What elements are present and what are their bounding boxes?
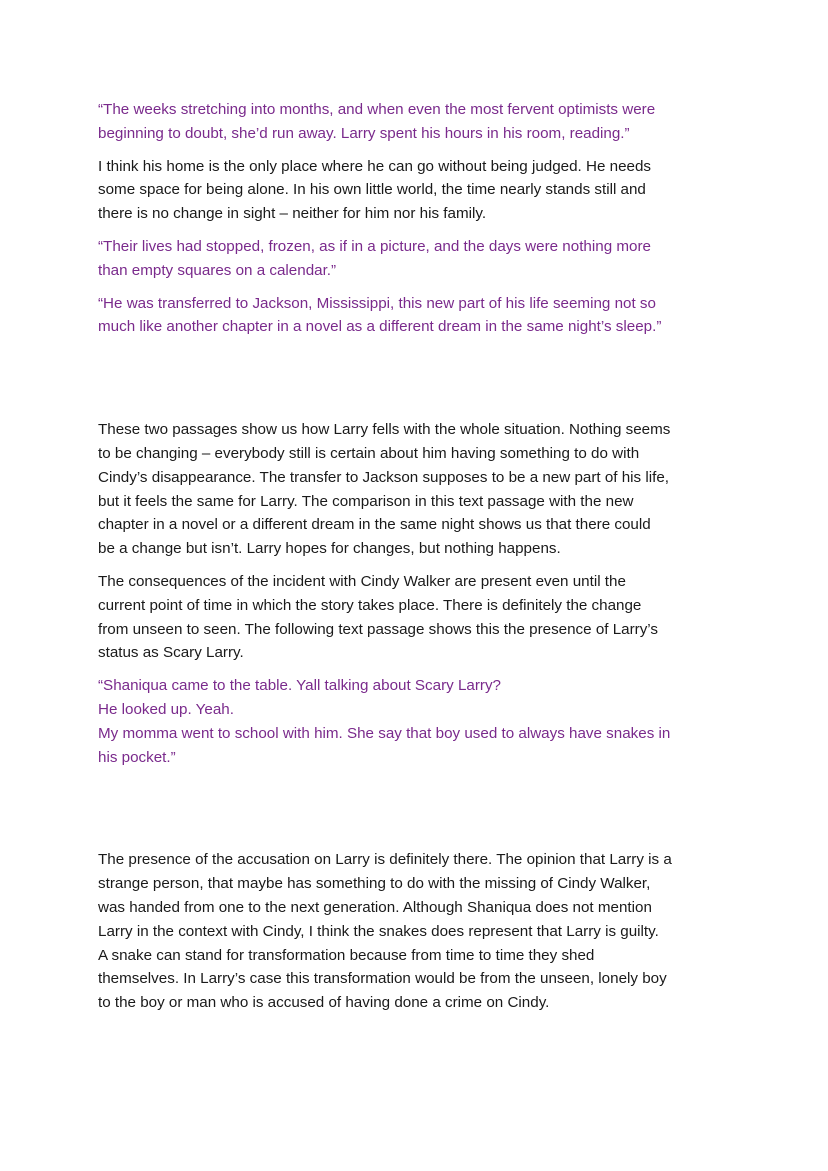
paragraph-spacer	[98, 778, 738, 848]
paragraph-spacer	[98, 348, 738, 418]
quote-paragraph: “Shaniqua came to the table. Yall talking about Scary Larry? He looked up. Yeah. My momma went to school with him. She say that boy used to always have snakes in his pocket.”	[98, 677, 671, 766]
document-body	[98, 98, 738, 1024]
quote-paragraph: “Their lives had stopped, frozen, as if in a picture, and the days were nothing more than empty squares on a calendar.”	[98, 237, 651, 279]
body-paragraph: The presence of the accusation on Larry is definitely there. The opinion that Larry is a strange person, that maybe has something to do with the missing of Cindy Walker, was handed from one to the next generation. Although Shaniqua does not mention Larry in the context with Cindy, I think the snakes does represent that Larry is guilty. A snake can stand for transformation because from time to time they shed themselves. In Larry’s case this transformation would be from the unseen, lonely boy to the boy or man who is accused of having done a crime on Cindy.	[98, 851, 672, 1012]
body-paragraph: I think his home is the only place where he can go without being judged. He needs some space for being alone. In his own little world, the time nearly stands still and there is no change in sight – neither for him nor his family.	[98, 157, 652, 223]
quote-paragraph: “The weeks stretching into months, and when even the most fervent optimists were beginning to doubt, she’d run away. Larry spent his hours in his room, reading.”	[98, 101, 656, 142]
quote-paragraph: “He was transferred to Jackson, Mississippi, this new part of his life seeming not so much like another chapter in a novel as a different dream in the same night’s sleep.”	[98, 294, 662, 336]
body-paragraph: The consequences of the incident with Cindy Walker are present even until the current point of time in which the story takes place. There is definitely the change from unseen to seen. The following text passage shows this the presence of Larry’s status as Scary Larry.	[98, 572, 659, 662]
body-paragraph: These two passages show us how Larry fells with the whole situation. Nothing seems to be changing – everybody still is certain about him having something to do with Cindy’s disappearance. The transfer to Jackson supposes to be a new part of his life, but it feels the same for Larry. The comparison in this text passage with the new chapter in a novel or a different dream in the same night shows us that there could be a change but isn’t. Larry hopes for changes, but nothing happens.	[98, 421, 671, 558]
